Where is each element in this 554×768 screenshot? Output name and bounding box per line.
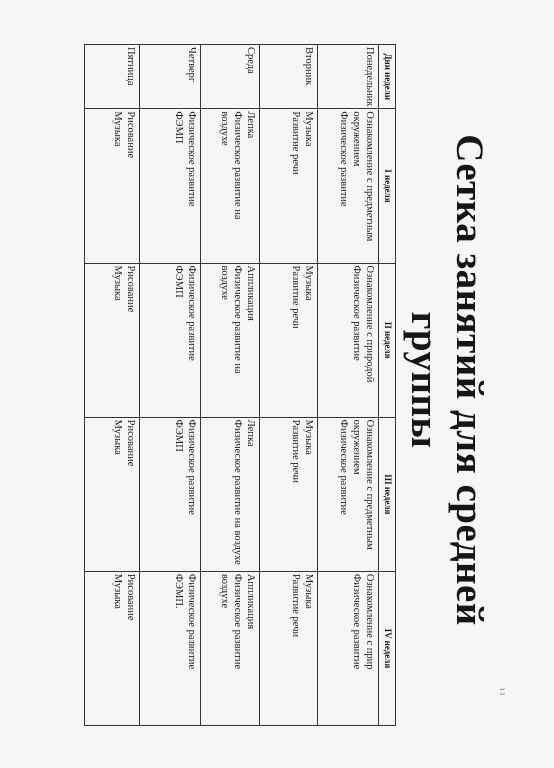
activity-text: окружением	[350, 419, 362, 475]
activity-text: Физическое развитие на воздухе	[231, 419, 243, 565]
activity-text: Музыка	[303, 111, 314, 147]
table-row	[140, 45, 201, 726]
activity-text: Рисование	[125, 265, 136, 313]
schedule-cell	[85, 571, 140, 725]
header-week-1: I неделя	[379, 109, 396, 263]
activity-text: Рисование	[125, 573, 136, 621]
schedule-cell	[318, 263, 379, 417]
schedule-cell	[85, 109, 140, 263]
page-title: Сетка занятий для средней группы	[403, 134, 491, 626]
activity-text: Физическое развитие	[186, 111, 197, 207]
activity-text: ФЭМП	[172, 265, 184, 298]
activity-text: Лепка	[245, 419, 256, 447]
activity-text: воздухе	[218, 111, 230, 146]
table-row	[318, 45, 379, 726]
schedule-cell	[260, 417, 318, 571]
activity-text: Ознакомление с предметным	[364, 111, 375, 242]
table-row	[201, 45, 260, 726]
activity-text: Физическое развитие на	[231, 265, 243, 374]
schedule-cell	[260, 571, 318, 725]
activity-text: Музыка	[111, 573, 123, 609]
schedule-cell	[85, 263, 140, 417]
activity-text: ФЭМП.	[172, 573, 184, 609]
activity-text: Музыка	[111, 419, 123, 455]
activity-text: воздухе	[218, 265, 230, 300]
activity-text: Рисование	[125, 111, 136, 159]
schedule-cell	[318, 571, 379, 725]
activity-text: Развитие речи	[289, 573, 301, 638]
table-header-row	[379, 45, 396, 726]
table-row	[85, 45, 140, 726]
schedule-cell	[318, 109, 379, 263]
schedule-cell	[201, 417, 260, 571]
activity-text: Развитие речи	[289, 111, 301, 175]
header-week-4: IV неделя	[379, 571, 396, 725]
activity-text: Ознакомление с предметным	[364, 419, 375, 550]
activity-text: Ознакомление с прир	[364, 573, 375, 670]
activity-text: Музыка	[111, 265, 123, 301]
activity-text: Лепка	[245, 111, 256, 139]
day-cell: Пятница	[85, 45, 140, 109]
schedule-cell	[201, 571, 260, 725]
activity-text: Физическое развитие	[231, 573, 243, 670]
day-cell: Среда	[201, 45, 260, 109]
schedule-cell	[140, 109, 201, 263]
table-row	[260, 45, 318, 726]
activity-text: Развитие речи	[289, 419, 301, 483]
activity-text: Физическое развитие	[186, 419, 197, 515]
activity-text: Физическое развитие	[186, 573, 197, 670]
activity-text: Физическое развитие	[350, 265, 362, 361]
activity-text: Развитие речи	[289, 265, 301, 329]
scan-mark: ı ı	[498, 688, 508, 696]
activity-text: Аппликация	[245, 265, 256, 321]
activity-text: ФЭМП	[172, 111, 184, 144]
activity-text: ФЭМП	[172, 419, 184, 452]
schedule-cell	[140, 263, 201, 417]
activity-text: Физическое развитие	[350, 573, 362, 670]
activity-text: Физическое развитие	[337, 419, 349, 515]
schedule-cell	[318, 417, 379, 571]
schedule-cell	[260, 263, 318, 417]
schedule-cell	[140, 417, 201, 571]
schedule-cell	[260, 109, 318, 263]
day-cell: Понедельник	[318, 45, 379, 109]
activity-text: воздухе	[218, 573, 230, 609]
activity-text: Музыка	[303, 419, 314, 455]
activity-text: окружением	[350, 111, 362, 167]
activity-text: Ознакомление с природой	[364, 265, 375, 383]
activity-text: Рисование	[125, 419, 136, 467]
schedule-cell	[201, 263, 260, 417]
day-cell: Вторник	[260, 45, 318, 109]
schedule-cell	[85, 417, 140, 571]
header-week-2: II неделя	[379, 263, 396, 417]
activity-text: Физическое развитие	[337, 111, 349, 207]
header-days: Дни недели	[379, 45, 396, 109]
day-cell: Четверг	[140, 45, 201, 109]
activity-text: Музыка	[111, 111, 123, 147]
activity-text: Аппликация	[245, 573, 256, 630]
activity-text: Музыка	[303, 573, 314, 609]
activity-text: Физическое развитие	[186, 265, 197, 361]
activity-text: Физическое развитие на	[231, 111, 243, 220]
schedule-cell	[201, 109, 260, 263]
schedule-table	[84, 44, 396, 726]
activity-text: Музыка	[303, 265, 314, 301]
schedule-cell	[140, 571, 201, 725]
header-week-3: III неделя	[379, 417, 396, 571]
